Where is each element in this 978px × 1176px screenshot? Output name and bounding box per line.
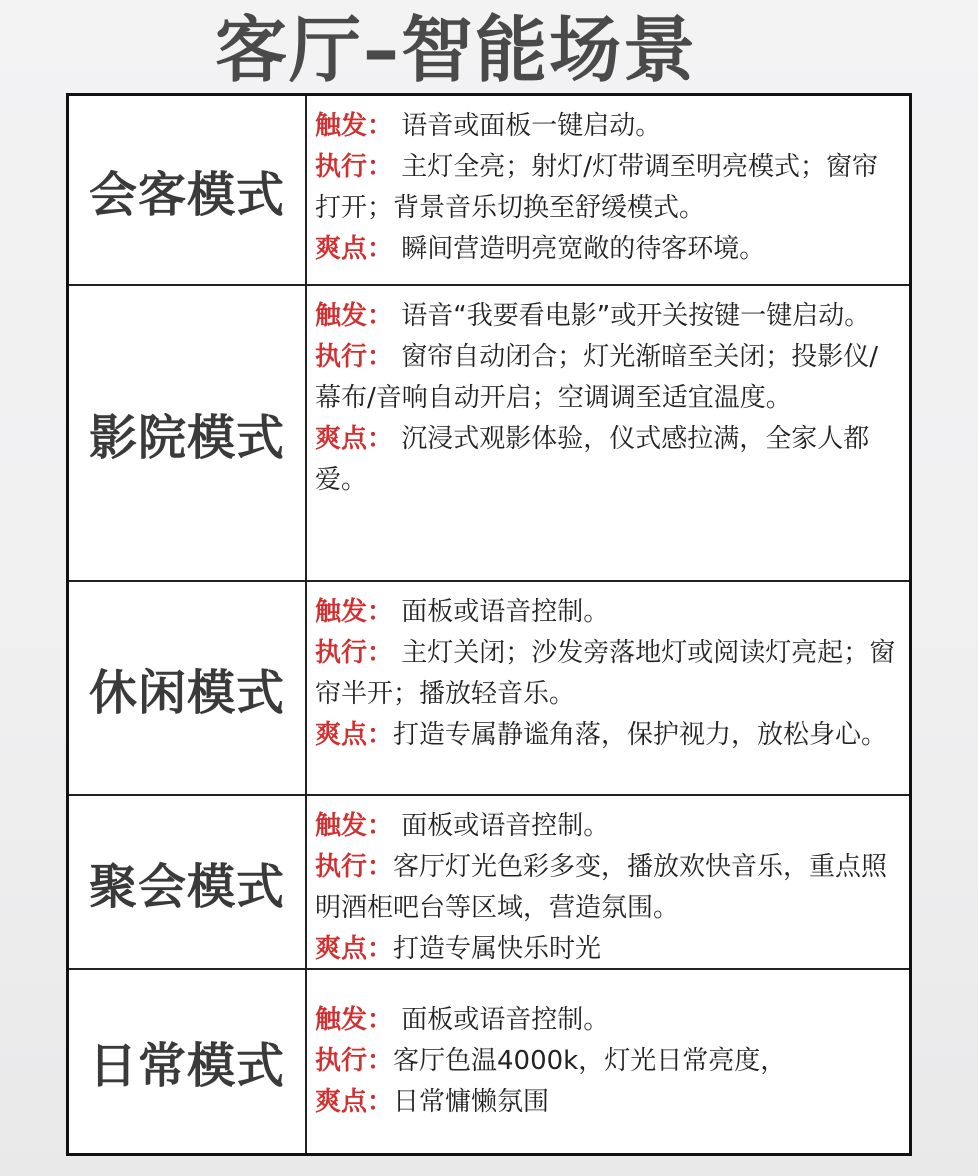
exec-line — [315, 847, 899, 929]
trigger-text: 面板或语音控制。 — [393, 597, 610, 627]
point-text: 打造专属快乐时光 — [393, 934, 602, 964]
exec-text: 窗帘自动闭合；灯光渐暗至关闭；投影仪/幕布/音响自动开启；空调调至适宜温度。 — [315, 342, 879, 413]
point-line — [315, 715, 899, 756]
exec-label: 执行： — [315, 342, 394, 372]
mode-details — [309, 970, 905, 1153]
trigger-line — [315, 1000, 899, 1041]
point-text: 日常慵懒氛围 — [393, 1087, 550, 1117]
trigger-text: 面板或语音控制。 — [393, 1005, 610, 1035]
mode-details — [309, 796, 905, 968]
mode-details — [309, 286, 905, 580]
trigger-line — [315, 806, 899, 847]
table-row — [69, 796, 909, 970]
point-text: 沉浸式观影体验，仪式感拉满，全家人都爱。 — [315, 424, 870, 495]
trigger-line — [315, 592, 899, 633]
trigger-label: 触发： — [315, 1005, 394, 1035]
point-line — [315, 929, 899, 970]
trigger-label: 触发： — [315, 811, 394, 841]
trigger-line — [315, 106, 899, 147]
mode-details — [309, 582, 905, 794]
mode-name: 影院模式 — [69, 286, 307, 580]
mode-details — [309, 96, 905, 284]
point-label: 爽点： — [315, 424, 394, 454]
point-line — [315, 1082, 899, 1123]
exec-label: 执行： — [315, 1046, 394, 1076]
mode-name: 日常模式 — [69, 970, 307, 1153]
mode-name: 会客模式 — [69, 96, 307, 284]
trigger-line — [315, 296, 899, 337]
exec-line — [315, 1041, 899, 1082]
exec-line — [315, 633, 899, 715]
table-row — [69, 96, 909, 286]
trigger-label: 触发： — [315, 597, 394, 627]
exec-text: 主灯全亮；射灯/灯带调至明亮模式；窗帘打开；背景音乐切换至舒缓模式。 — [315, 152, 879, 223]
point-label: 爽点： — [315, 720, 394, 750]
trigger-label: 触发： — [315, 111, 394, 141]
point-line — [315, 229, 899, 270]
point-text: 打造专属静谧角落，保护视力，放松身心。 — [393, 720, 888, 750]
page-title: 客厅–智能场景 — [214, 8, 697, 92]
point-label: 爽点： — [315, 1087, 394, 1117]
point-line — [315, 419, 899, 501]
exec-label: 执行： — [315, 638, 394, 668]
table-row — [69, 970, 909, 1153]
exec-label: 执行： — [315, 152, 394, 182]
table-row — [69, 286, 909, 582]
trigger-text: 语音或面板一键启动。 — [393, 111, 662, 141]
trigger-text: 面板或语音控制。 — [393, 811, 610, 841]
exec-line — [315, 337, 899, 419]
exec-text: 客厅灯光色彩多变，播放欢快音乐，重点照明酒柜吧台等区域，营造氛围。 — [315, 852, 888, 923]
point-label: 爽点： — [315, 934, 394, 964]
scene-table — [66, 93, 912, 1156]
mode-name: 聚会模式 — [69, 796, 307, 968]
exec-text: 主灯关闭；沙发旁落地灯或阅读灯亮起；窗帘半开；播放轻音乐。 — [315, 638, 896, 709]
mode-name: 休闲模式 — [69, 582, 307, 794]
exec-text: 客厅色温4000k，灯光日常亮度， — [393, 1046, 787, 1076]
table-row — [69, 582, 909, 796]
exec-label: 执行： — [315, 852, 394, 882]
trigger-text: 语音“我要看电影”或开关按键一键启动。 — [393, 301, 871, 331]
exec-line — [315, 147, 899, 229]
trigger-label: 触发： — [315, 301, 394, 331]
point-text: 瞬间营造明亮宽敞的待客环境。 — [393, 234, 766, 264]
point-label: 爽点： — [315, 234, 394, 264]
